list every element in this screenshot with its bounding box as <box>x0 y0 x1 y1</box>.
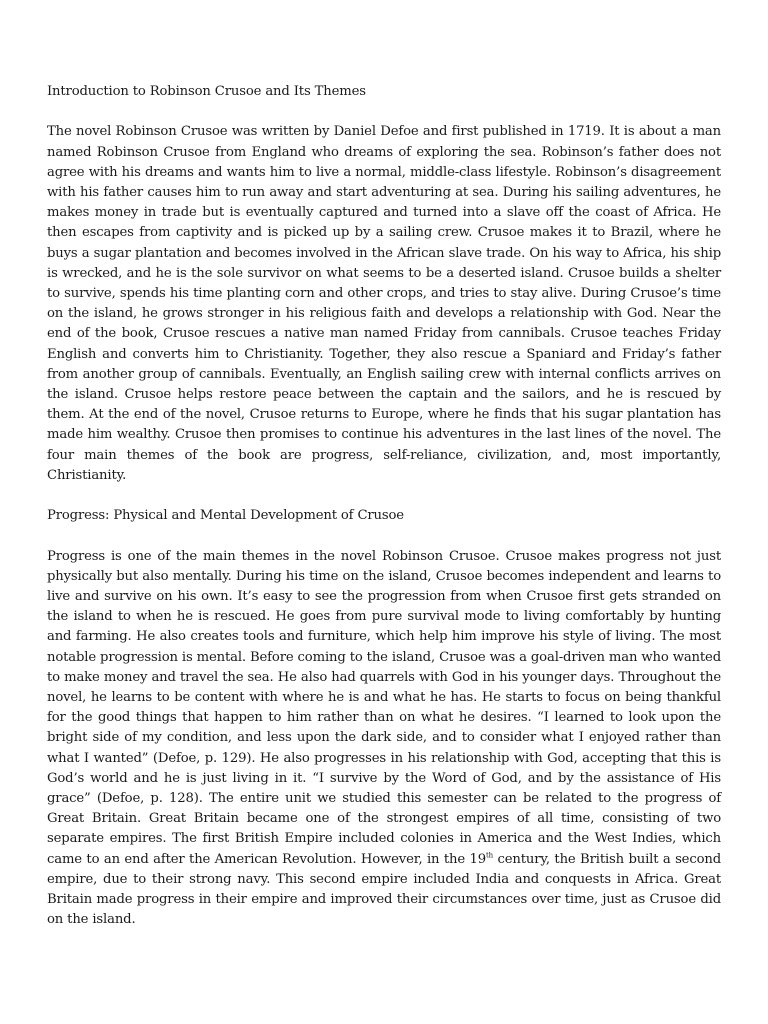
progress-paragraph-text-2: century, the British built a second empire, due to their strong navy. This second empire included India and conquests in Africa. Great Britain made progress in their empire and improved their circumstances over time, just as Crusoe did on the island. <box>47 851 721 928</box>
progress-paragraph <box>47 547 721 931</box>
document-page <box>47 82 721 951</box>
intro-paragraph: The novel Robinson Crusoe was written by Daniel Defoe and first published in 1719. It is about a man named Robinson Crusoe from England who dreams of exploring the sea. Robinson’s father does not agree with his dreams and wants him to live a normal, middle-class lifestyle. Robinson’s disagreement with his father causes him to run away and start adventuring at sea. During his sailing adventures, he makes money in trade but is eventually captured and turned into a slave off the coast of Africa. He then escapes from captivity and is picked up by a sailing crew. Crusoe makes it to Brazil, where he buys a sugar plantation and becomes involved in the African slave trade. On his way to Africa, his ship is wrecked, and he is the sole survivor on what seems to be a deserted island. Crusoe builds a shelter to survive, spends his time planting corn and other crops, and tries to stay alive. During Crusoe’s time on the island, he grows stronger in his religious faith and develops a relationship with God. Near the end of the book, Crusoe rescues a native man named Friday from cannibals. Crusoe teaches Friday English and converts him to Christianity. Together, they also rescue a Spaniard and Friday’s father from another group of cannibals. Eventually, an English sailing crew with internal conflicts arrives on the island. Crusoe helps restore peace between the captain and the sailors, and he is rescued by them. At the end of the novel, Crusoe returns to Europe, where he finds that his sugar plantation has made him wealthy. Crusoe then promises to continue his adventures in the last lines of the novel. The four main themes of the book are progress, self-reliance, civilization, and, most importantly, Christianity. <box>47 124 721 483</box>
section-heading: Progress: Physical and Mental Development of Crusoe <box>47 508 404 524</box>
document-title: Introduction to Robinson Crusoe and Its Themes <box>47 84 366 99</box>
ordinal-superscript: th <box>485 851 493 860</box>
progress-paragraph-text-1: Progress is one of the main themes in the novel Robinson Crusoe. Crusoe makes progress not just physically but also mentally. During his time on the island, Crusoe becomes independent and learns to live and survive on his own. It’s easy to see the progression from when Crusoe first gets stranded on the island to when he is rescued. He goes from pure survival mode to living comfortably by hunting and farming. He also creates tools and furniture, which help him improve his style of living. The most notable progression is mental. Before coming to the island, Crusoe was a goal-driven man who wanted to make money and travel the sea. He also had quarrels with God in his younger days. Throughout the novel, he learns to be content with where he is and what he has. He starts to focus on being thankful for the good things that happen to him rather than on what he desires. “I learned to look upon the bright side of my condition, and less upon the dark side, and to consider what I enjoyed rather than what I wanted” (Defoe, p. 129). He also progresses in his relationship with God, accepting that this is God’s world and he is just living in it. “I survive by the Word of God, and by the assistance of His grace” (Defoe, p. 128). The entire unit we studied this semester can be related to the progress of Great Britain. Great Britain became one of the strongest empires of all time, consisting of two separate empires. The first British Empire included colonies in America and the West Indies, which came to an end after the American Revolution. However, in the 19 <box>47 548 721 867</box>
